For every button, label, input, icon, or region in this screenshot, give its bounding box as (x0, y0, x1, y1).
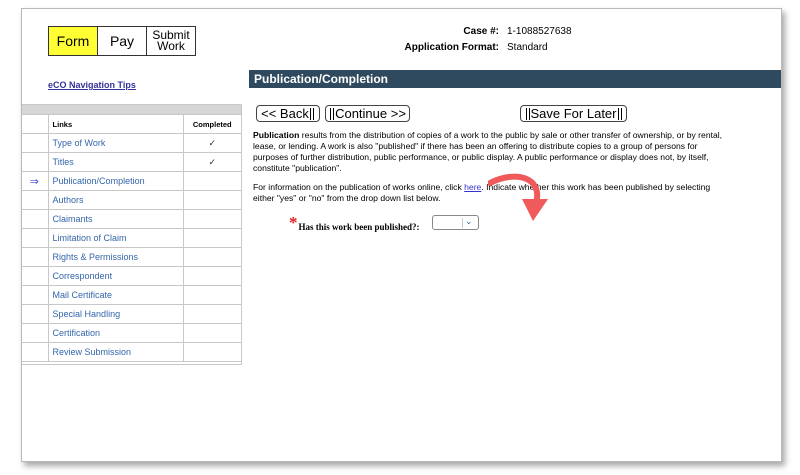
tab-submit-label: Submit Work (152, 28, 190, 53)
sidebar-item-rights-permissions[interactable]: Rights & Permissions (48, 248, 183, 267)
select-separator (462, 218, 463, 228)
browser-window (21, 8, 782, 462)
completed-cell (183, 343, 241, 362)
left-nav-row (21, 191, 241, 210)
publication-term: Publication (253, 130, 300, 140)
sidebar-item-special-handling[interactable]: Special Handling (48, 305, 183, 324)
completed-cell (183, 172, 241, 191)
sidebar-item-certification[interactable]: Certification (48, 324, 183, 343)
header-completed: Completed (183, 115, 241, 134)
tab-submit-work[interactable] (147, 27, 195, 55)
completed-cell (183, 191, 241, 210)
completed-cell (183, 324, 241, 343)
publication-definition-text: results from the distribution of copies of a work to the public by sale or other transfer of ownership, or by rental, lease, or lending. A work is also "published" if there has been an offering to distribute copies to a group of persons for purposes of further distribution, public performance, or public display. A public performance or display does not, by itself, constitute "publication". (253, 130, 723, 173)
publication-definition (253, 130, 723, 174)
sidebar-item-claimants[interactable]: Claimants (48, 210, 183, 229)
row-indicator (21, 305, 48, 324)
left-nav-row (21, 153, 241, 172)
online-publication-info-link[interactable]: here (464, 182, 482, 192)
checkmark-icon: ✓ (183, 153, 241, 172)
left-nav-row (21, 172, 241, 191)
left-nav-row (21, 229, 241, 248)
annotation-arrow-icon (488, 169, 558, 229)
back-button[interactable]: << Back (256, 105, 320, 122)
left-nav-table (21, 104, 241, 362)
tab-form[interactable]: Form (49, 27, 98, 55)
required-asterisk: * (289, 213, 298, 232)
left-nav-row (21, 343, 241, 362)
completed-cell (183, 305, 241, 324)
save-for-later-button[interactable]: Save For Later (520, 105, 627, 122)
completed-cell (183, 210, 241, 229)
row-indicator (21, 343, 48, 362)
chevron-down-icon: ⌄ (465, 216, 473, 226)
button-bar-icon (526, 108, 530, 120)
completed-cell (183, 248, 241, 267)
completed-cell (183, 267, 241, 286)
sidebar-item-publication-completion[interactable]: Publication/Completion (48, 172, 183, 191)
button-bar-icon (618, 108, 622, 120)
published-question (289, 213, 420, 237)
row-indicator (21, 286, 48, 305)
application-format-value: Standard (507, 41, 548, 53)
sidebar-item-type-of-work[interactable]: Type of Work (48, 134, 183, 153)
sidebar-item-correspondent[interactable]: Correspondent (48, 267, 183, 286)
row-indicator (21, 134, 48, 153)
header-blank (21, 115, 48, 134)
header-links: Links (48, 115, 183, 134)
left-nav-row (21, 248, 241, 267)
row-indicator (21, 229, 48, 248)
navigation-tips-link[interactable]: eCO Navigation Tips (48, 80, 136, 90)
sidebar-item-titles[interactable]: Titles (48, 153, 183, 172)
row-indicator (21, 324, 48, 343)
completed-cell (183, 286, 241, 305)
published-question-label: Has this work been published?: (298, 222, 420, 232)
row-indicator (21, 153, 48, 172)
application-format-label: Application Format: (404, 41, 499, 53)
left-nav-row (21, 210, 241, 229)
left-nav-row (21, 134, 241, 153)
button-bar-icon (310, 108, 314, 120)
row-indicator (21, 210, 48, 229)
sidebar-item-limitation-of-claim[interactable]: Limitation of Claim (48, 229, 183, 248)
step-tabs (48, 26, 196, 56)
sidebar-item-mail-certificate[interactable]: Mail Certificate (48, 286, 183, 305)
left-nav-row (21, 324, 241, 343)
row-indicator (21, 267, 48, 286)
publication-instructions: For information on the publication of works online, click here. Indicate whether this work has been published by selecting either "yes" or "no" from the drop down list below. (253, 182, 711, 203)
left-nav-topbar (21, 105, 241, 115)
section-header: Publication/Completion (249, 70, 781, 88)
continue-button[interactable]: Continue >> (325, 105, 410, 122)
row-indicator (21, 248, 48, 267)
case-info (362, 23, 572, 55)
case-number-label: Case #: (463, 25, 499, 37)
case-number-value: 1-1088527638 (507, 25, 572, 37)
button-bar-icon (330, 108, 334, 120)
published-select[interactable] (432, 215, 479, 230)
left-nav-row (21, 286, 241, 305)
tab-pay[interactable]: Pay (98, 27, 147, 55)
current-step-arrow-icon: ⇒ (21, 172, 48, 191)
sidebar-item-authors[interactable]: Authors (48, 191, 183, 210)
completed-cell (183, 229, 241, 248)
left-nav-row (21, 305, 241, 324)
left-nav-row (21, 267, 241, 286)
row-indicator (21, 191, 48, 210)
checkmark-icon: ✓ (183, 134, 241, 153)
sidebar-item-review-submission[interactable]: Review Submission (48, 343, 183, 362)
